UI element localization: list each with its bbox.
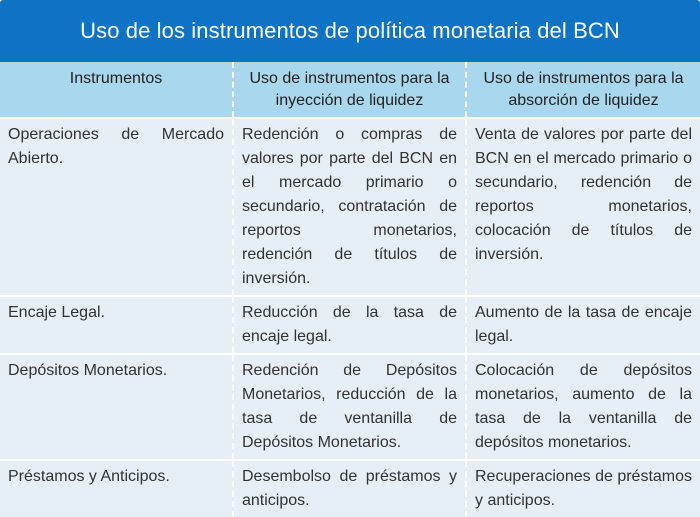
table-title: Uso de los instrumentos de política monetaria del BCN (0, 0, 700, 62)
header-absorcion: Uso de instrumentos para la absorción de liquidez (466, 62, 700, 118)
cell-inyeccion: Redención o compras de valores por parte del BCN en el mercado primario o secundario, contratación de reportos monetarios, redención de títulos de inversión. (233, 118, 466, 296)
cell-instrumento: Préstamos y Anticipos. (0, 460, 233, 517)
table-row (0, 460, 700, 517)
cell-absorcion: Aumento de la tasa de encaje legal. (466, 296, 700, 354)
cell-absorcion: Venta de valores por parte del BCN en el mercado primario o secundario, redención de reportos monetarios, colocación de títulos de inversión. (466, 118, 700, 296)
cell-absorcion: Recuperaciones de préstamos y anticipos. (466, 460, 700, 517)
header-instrumentos: Instrumentos (0, 62, 233, 118)
cell-inyeccion: Reducción de la tasa de encaje legal. (233, 296, 466, 354)
cell-instrumento: Operaciones de Mercado Abierto. (0, 118, 233, 296)
table-row (0, 296, 700, 354)
cell-instrumento: Depósitos Monetarios. (0, 354, 233, 460)
cell-inyeccion: Redención de Depósitos Monetarios, reducción de la tasa de ventanilla de Depósitos Monetarios. (233, 354, 466, 460)
cell-absorcion: Colocación de depósitos monetarios, aumento de la tasa de la ventanilla de depósitos monetarios. (466, 354, 700, 460)
cell-instrumento: Encaje Legal. (0, 296, 233, 354)
table-row (0, 118, 700, 296)
cell-inyeccion: Desembolso de préstamos y anticipos. (233, 460, 466, 517)
table-row (0, 354, 700, 460)
header-inyeccion: Uso de instrumentos para la inyección de liquidez (233, 62, 466, 118)
header-row (0, 62, 700, 118)
instruments-table (0, 62, 700, 517)
